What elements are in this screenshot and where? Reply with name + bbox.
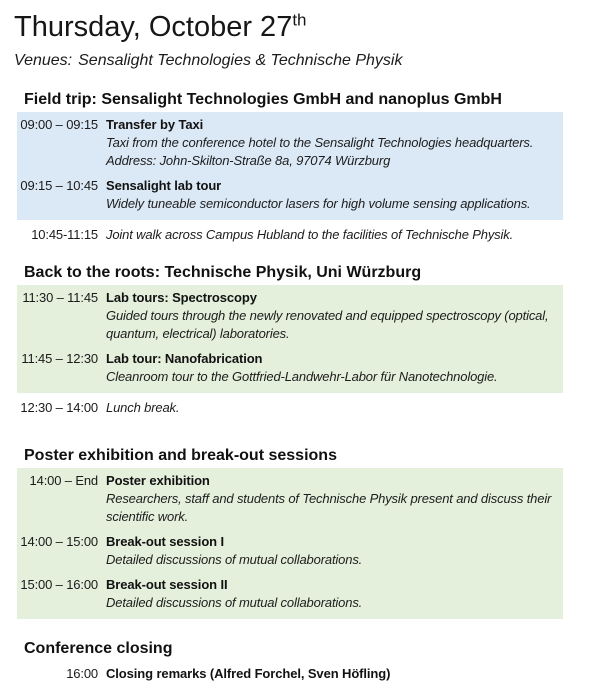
venues-label: Venues: bbox=[14, 52, 73, 69]
event-description-address: Address: John-Skilton-Straße 8a, 97074 Würzburg bbox=[106, 153, 391, 168]
schedule-row-closing bbox=[17, 663, 605, 688]
schedule-row bbox=[17, 287, 563, 348]
event-content bbox=[106, 116, 556, 170]
section-heading-conference-closing: Conference closing bbox=[24, 640, 173, 657]
event-title: Lab tour: Nanofabrication bbox=[106, 351, 263, 366]
highlight-block-field-trip bbox=[17, 112, 563, 220]
schedule-row-lunch bbox=[17, 397, 605, 422]
time-cell: 10:45-11:15 bbox=[31, 227, 98, 242]
event-description: Detailed discussions of mutual collaborations. bbox=[106, 552, 363, 567]
highlight-block-lab-tours bbox=[17, 285, 563, 393]
event-title: Break-out session I bbox=[106, 534, 225, 549]
schedule-row bbox=[17, 175, 563, 218]
event-title: Closing remarks (Alfred Forchel, Sven Höfling) bbox=[106, 666, 391, 681]
event-content bbox=[106, 399, 556, 417]
event-title: Break-out session II bbox=[106, 577, 228, 592]
time-cell: 14:00 – End bbox=[29, 473, 98, 488]
time-cell: 09:00 – 09:15 bbox=[20, 117, 98, 132]
section-heading-back-to-roots: Back to the roots: Technische Physik, Uni Würzburg bbox=[24, 264, 422, 281]
venues-line bbox=[14, 52, 605, 70]
section-heading-poster-sessions: Poster exhibition and break-out sessions bbox=[24, 447, 337, 464]
event-content bbox=[106, 665, 556, 683]
event-content bbox=[106, 226, 556, 244]
time-cell: 12:30 – 14:00 bbox=[20, 400, 98, 415]
time-cell: 11:30 – 11:45 bbox=[22, 290, 98, 305]
event-description: Joint walk across Campus Hubland to the facilities of Technische Physik. bbox=[106, 227, 514, 242]
event-description: Cleanroom tour to the Gottfried-Landwehr-Labor für Nanotechnologie. bbox=[106, 369, 498, 384]
event-description: Taxi from the conference hotel to the Sensalight Technologies headquarters. bbox=[106, 135, 534, 150]
time-cell: 09:15 – 10:45 bbox=[20, 178, 98, 193]
event-title: Transfer by Taxi bbox=[106, 117, 204, 132]
event-title: Poster exhibition bbox=[106, 473, 210, 488]
event-description: Guided tours through the newly renovated and equipped spectroscopy (optical, quantum, electrical) laboratories. bbox=[106, 308, 549, 341]
event-description: Lunch break. bbox=[106, 400, 180, 415]
event-content bbox=[106, 472, 556, 526]
event-title: Sensalight lab tour bbox=[106, 178, 222, 193]
event-content bbox=[106, 289, 556, 343]
event-content bbox=[106, 350, 556, 386]
event-description: Detailed discussions of mutual collaborations. bbox=[106, 595, 363, 610]
event-description: Widely tuneable semiconductor lasers for high volume sensing applications. bbox=[106, 196, 531, 211]
section-heading-field-trip: Field trip: Sensalight Technologies GmbH and nanoplus GmbH bbox=[24, 91, 502, 108]
event-content bbox=[106, 533, 556, 569]
schedule-row bbox=[17, 114, 563, 175]
schedule-row bbox=[17, 531, 563, 574]
page-title-text: Thursday, October 27 bbox=[14, 11, 293, 43]
event-title: Lab tours: Spectroscopy bbox=[106, 290, 257, 305]
highlight-block-poster-sessions bbox=[17, 468, 563, 619]
page-title bbox=[14, 10, 605, 44]
schedule-row bbox=[17, 348, 563, 391]
schedule-row bbox=[17, 470, 563, 531]
time-cell: 15:00 – 16:00 bbox=[20, 577, 98, 592]
event-content bbox=[106, 177, 556, 213]
time-cell: 14:00 – 15:00 bbox=[20, 534, 98, 549]
time-cell: 11:45 – 12:30 bbox=[21, 351, 98, 366]
venues-value: Sensalight Technologies & Technische Physik bbox=[78, 52, 403, 69]
schedule-row bbox=[17, 574, 563, 617]
schedule-row-walk bbox=[17, 224, 605, 249]
event-content bbox=[106, 576, 556, 612]
page-title-ordinal: th bbox=[292, 10, 307, 30]
time-cell: 16:00 bbox=[66, 666, 98, 681]
event-description: Researchers, staff and students of Technische Physik present and discuss their scientific work. bbox=[106, 491, 552, 524]
